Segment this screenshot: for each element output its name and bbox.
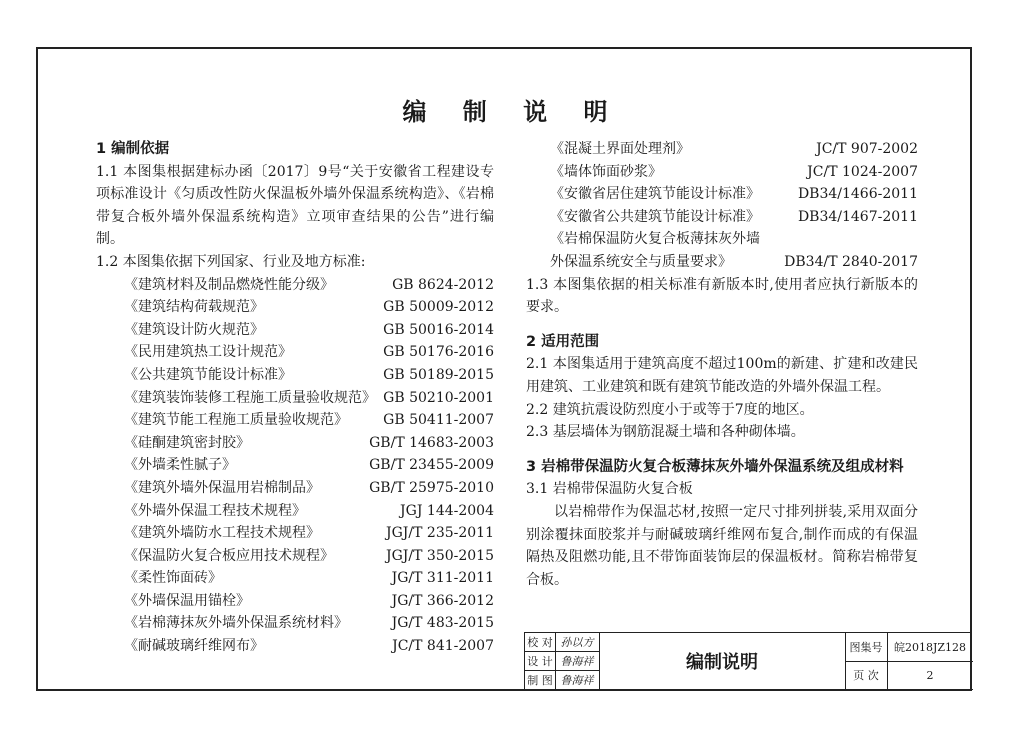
standard-code: GB 50176-2016 (383, 344, 494, 361)
standard-code: JGJ 144-2004 (400, 502, 494, 519)
standards-list-right (526, 138, 918, 228)
title-block (524, 632, 972, 690)
paragraph-1-3: 1.3 本图集依据的相关标准有新版本时,使用者应执行新版本的要求。 (526, 276, 918, 316)
standard-item (96, 341, 494, 364)
standard-name: 《建筑装饰装修工程施工质量验收规范》 (124, 389, 376, 406)
standard-item (96, 409, 494, 432)
standard-name: 《建筑设计防火规范》 (124, 321, 264, 338)
standard-code: JC/T 841-2007 (392, 638, 494, 655)
atlas-number-label: 图集号 (849, 641, 883, 654)
paragraph-3-1-body: 以岩棉带作为保温芯材,按照一定尺寸排列拼装,采用双面分别涂覆抹面胶浆并与耐碱玻璃纤维网布复合,制作而成的有保温隔热及阻燃功能,且不带饰面装饰层的保温板材。简称岩棉带复合板。 (526, 503, 918, 588)
standard-code: GB 50210-2001 (383, 389, 494, 406)
paragraph-3-1: 3.1 岩棉带保温防火复合板 (526, 481, 693, 498)
page-title: 编 制 说 明 (402, 97, 622, 126)
standard-name: 《外墙保温用锚栓》 (124, 592, 250, 609)
standard-name: 《建筑外墙防水工程技术规程》 (124, 525, 320, 542)
standard-code: GB 50411-2007 (383, 412, 494, 429)
standard-item (96, 274, 494, 297)
designer-signature: 鲁海祥 (560, 654, 594, 668)
page-label: 页 次 (853, 669, 879, 682)
standard-item (96, 319, 494, 342)
standard-name: 《建筑材料及制品燃烧性能分级》 (124, 276, 334, 293)
standard-name: 《建筑外墙外保温用岩棉制品》 (124, 479, 320, 496)
paragraph-2-1: 2.1 本图集适用于建筑高度不超过100m的新建、扩建和改建民用建筑、工业建筑和既有建筑节能改造的外墙外保温工程。 (526, 356, 918, 395)
standard-name: 《保温防火复合板应用技术规程》 (124, 547, 334, 564)
standard-item (96, 387, 494, 410)
standard-item (526, 138, 918, 161)
standard-name: 《公共建筑节能设计标准》 (124, 366, 292, 383)
standard-item (96, 567, 494, 590)
standard-code: DB34/T 2840-2017 (784, 253, 918, 270)
standard-code: JGJ/T 235-2011 (386, 525, 494, 542)
standard-code: JC/T 1024-2007 (807, 163, 918, 180)
standard-name: 《安徽省公共建筑节能设计标准》 (550, 208, 760, 225)
standard-item (96, 590, 494, 613)
atlas-number: 皖2018JZ128 (893, 641, 967, 654)
standard-item (526, 228, 918, 251)
section-1-heading: 1 编制依据 (96, 141, 170, 157)
standard-name: 《建筑节能工程施工质量验收规范》 (124, 412, 348, 429)
paragraph-1-2: 1.2 本图集依据下列国家、行业及地方标准: (96, 253, 366, 270)
standard-item (96, 477, 494, 500)
designer-label: 设 计 (527, 654, 553, 668)
standard-item (96, 612, 494, 635)
standards-list-left (96, 274, 494, 658)
section-3-heading: 3 岩棉带保温防火复合板薄抹灰外墙外保温系统及组成材料 (526, 458, 904, 475)
standard-code: JG/T 483-2015 (391, 615, 494, 632)
standard-code: JGJ/T 350-2015 (386, 547, 494, 564)
standard-code: JG/T 366-2012 (391, 592, 494, 609)
standard-code: GB 8624-2012 (392, 276, 494, 293)
standard-code: DB34/1466-2011 (797, 186, 918, 203)
standard-item (96, 635, 494, 658)
standard-name: 《外墙外保温工程技术规程》 (124, 502, 306, 519)
standard-name: 《耐碱玻璃纤维网布》 (124, 638, 264, 655)
standard-code: GB 50016-2014 (383, 321, 494, 338)
standard-item (96, 432, 494, 455)
page-number: 2 (926, 668, 934, 682)
standard-name: 《混凝土界面处理剂》 (550, 141, 690, 157)
standard-name: 《民用建筑热工设计规范》 (124, 344, 292, 361)
standard-code: GB/T 14683-2003 (369, 434, 494, 451)
standard-name: 外保温系统安全与质量要求》 (550, 253, 732, 270)
standard-item (96, 364, 494, 387)
standard-name: 《柔性饰面砖》 (124, 570, 222, 587)
standard-item (526, 161, 918, 184)
left-column (96, 138, 494, 658)
drawing-title: 编制说明 (686, 652, 758, 673)
drafter-signature: 鲁海祥 (560, 673, 594, 687)
standard-item (96, 545, 494, 568)
standard-item (96, 522, 494, 545)
standard-item (526, 183, 918, 206)
standard-name: 《安徽省居住建筑节能设计标准》 (550, 186, 760, 203)
standard-code: GB 50189-2015 (383, 366, 494, 383)
standard-name: 《硅酮建筑密封胶》 (124, 434, 250, 451)
standard-name: 《岩棉薄抹灰外墙外保温系统材料》 (124, 615, 348, 632)
standard-code: JC/T 907-2002 (816, 141, 918, 157)
standard-item (96, 454, 494, 477)
standard-item (96, 500, 494, 523)
standard-name: 《外墙柔性腻子》 (124, 457, 236, 474)
checker-signature: 孙以方 (560, 636, 594, 649)
checker-label: 校 对 (527, 636, 553, 649)
right-column (526, 138, 918, 591)
standard-item (96, 296, 494, 319)
standard-item-continued (526, 251, 918, 274)
paragraph-1-1: 1.1 本图集根据建标办函〔2017〕9号“关于安徽省工程建设专项标准设计《匀质改性防火保温板外墙外保温系统构造》、《岩棉带复合板外墙外保温系统构造》立项审查结果的公告”进行编制。 (96, 163, 494, 248)
paragraph-2-2: 2.2 建筑抗震设防烈度小于或等于7度的地区。 (526, 401, 814, 418)
standard-name: 《建筑结构荷载规范》 (124, 299, 264, 316)
standard-code: GB/T 23455-2009 (369, 457, 494, 474)
standard-code: DB34/1467-2011 (797, 208, 918, 225)
standard-code: GB 50009-2012 (383, 299, 494, 316)
drafter-label: 制 图 (527, 673, 553, 687)
standard-name: 《墙体饰面砂浆》 (550, 163, 662, 180)
standard-item (526, 206, 918, 229)
standard-code: GB/T 25975-2010 (369, 479, 494, 496)
standard-name: 《岩棉保温防火复合板薄抹灰外墙 (550, 231, 760, 248)
paragraph-2-3: 2.3 基层墙体为钢筋混凝土墙和各种砌体墙。 (526, 424, 805, 441)
section-2-heading: 2 适用范围 (526, 333, 600, 350)
standard-code: JG/T 311-2011 (391, 570, 494, 587)
